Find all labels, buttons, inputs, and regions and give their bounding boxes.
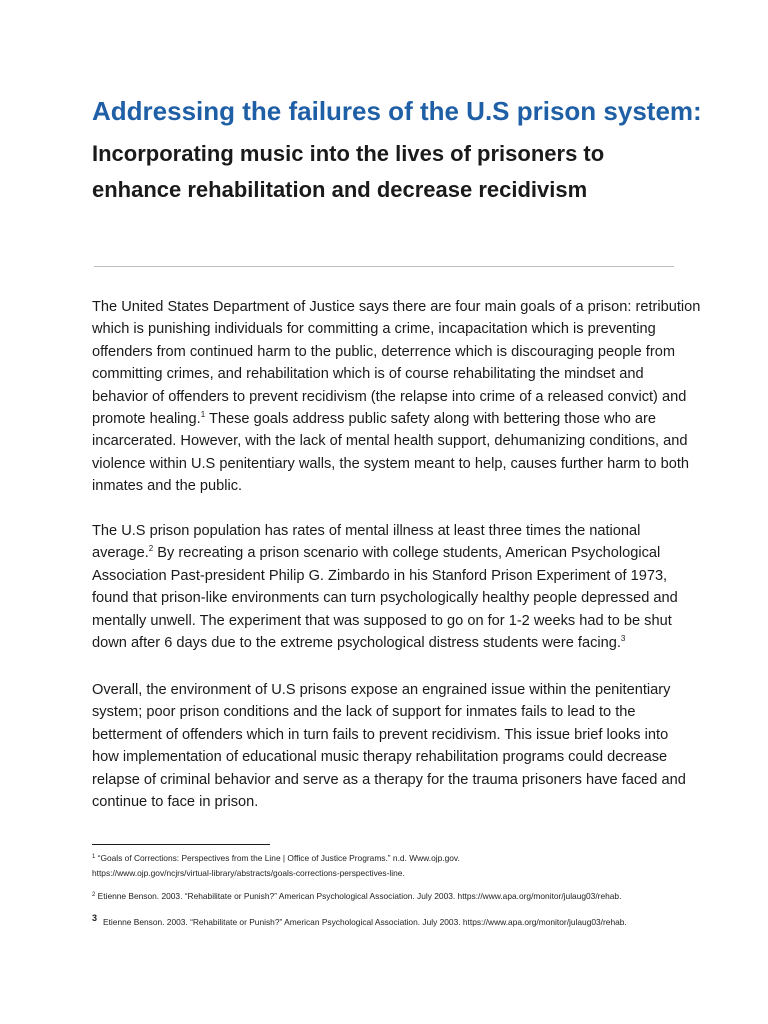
text-segment: These goals address public safety along with bettering those who are xyxy=(205,411,656,428)
text-line: The U.S prison population has rates of mental illness at least three times the national xyxy=(92,523,641,539)
text-line: system; poor prison conditions and the lack of support for inmates fails to lead to the xyxy=(92,704,636,721)
text-segment: By recreating a prison scenario with college students, American Psychological xyxy=(153,545,661,562)
text-line: betterment of offenders which in turn fails to prevent recidivism. This issue brief looks into xyxy=(92,726,669,743)
text-line: found that prison-like environments can turn psychologically healthy people depressed and xyxy=(92,590,678,607)
text-line: committing crimes, and rehabilitation which is of course rehabilitating the mindset and xyxy=(92,366,644,383)
text-line xyxy=(92,408,682,430)
subtitle-line: Incorporating music into the lives of prisoners to xyxy=(92,141,605,166)
text-segment: down after 6 days due to the extreme psychological distress students were facing. xyxy=(92,635,621,652)
footnote-text: Etienne Benson. 2003. “Rehabilitate or Punish?” American Psychological Association. July 2003. https://www.apa.org/monitor/julaug03/rehab. xyxy=(95,891,622,901)
footnote-text: “Goals of Corrections: Perspectives from the Line | Office of Justice Programs.” n.d. Www.ojp.gov. xyxy=(95,853,460,863)
text-line: incarcerated. However, with the lack of mental health support, dehumanizing conditions, and xyxy=(92,433,688,450)
footnote-marker: 1 xyxy=(92,854,96,860)
text-segment: promote healing. xyxy=(92,411,201,428)
text-line: violence within U.S penitentiary walls, the system meant to help, causes further harm to both xyxy=(92,455,690,472)
text-line: relapse of criminal behavior and serve as a therapy for the trauma prisoners have faced and xyxy=(92,771,686,788)
footnote-2 xyxy=(92,889,621,904)
text-line: continue to face in prison. xyxy=(92,794,259,811)
text-segment: average. xyxy=(92,545,149,562)
title-divider xyxy=(94,266,674,267)
text-line: Association Past-president Philip G. Zimbardo in his Stanford Prison Experiment of 1973, xyxy=(92,567,668,584)
text-line: mentally unwell. The experiment that was supposed to go on for 1-2 weeks had to be shut xyxy=(92,612,672,629)
text-line: how implementation of educational music therapy rehabilitation programs could decrease xyxy=(92,749,668,766)
footnote-ref-1[interactable]: 1 xyxy=(200,410,206,420)
footnote-1 xyxy=(92,851,460,881)
text-line xyxy=(92,542,682,564)
text-line: which is punishing individuals for committing a crime, incapacitation which is preventing xyxy=(92,321,656,338)
document-title: Addressing the failures of the U.S prison system: xyxy=(92,96,702,126)
paragraph-mental-illness xyxy=(92,520,682,654)
paragraph-overall xyxy=(92,679,686,813)
text-line: Overall, the environment of U.S prisons expose an engrained issue within the penitentiary xyxy=(92,682,671,698)
footnote-ref-3[interactable]: 3 xyxy=(620,634,626,644)
paragraph-goals xyxy=(92,296,701,498)
footnote-line xyxy=(92,853,460,863)
footnote-3 xyxy=(92,915,627,930)
footnote-link[interactable]: https://www.ojp.gov/ncjrs/virtual-library/abstracts/goals-corrections-perspectives-line. xyxy=(92,868,405,878)
text-line: offenders from continued harm to the public, deterrence which is discouraging people from xyxy=(92,343,675,360)
text-line xyxy=(92,632,682,654)
text-line: behavior of offenders to prevent recidivism (the relapse into crime of a released convict) and xyxy=(92,388,687,405)
footnote-divider xyxy=(92,844,270,845)
footnote-ref-2[interactable]: 2 xyxy=(148,544,154,554)
text-line: inmates and the public. xyxy=(92,478,243,495)
footnote-text: Etienne Benson. 2003. “Rehabilitate or Punish?” American Psychological Association. July 2003. https://www.apa.org/monitor/julaug03/rehab. xyxy=(103,917,627,927)
footnote-marker: 2 xyxy=(92,892,96,898)
footnote-marker: 3 xyxy=(92,913,98,923)
text-line: The United States Department of Justice says there are four main goals of a prison: retribution xyxy=(92,299,701,315)
document-subtitle xyxy=(92,136,692,208)
subtitle-line: enhance rehabilitation and decrease recidivism xyxy=(92,177,588,202)
